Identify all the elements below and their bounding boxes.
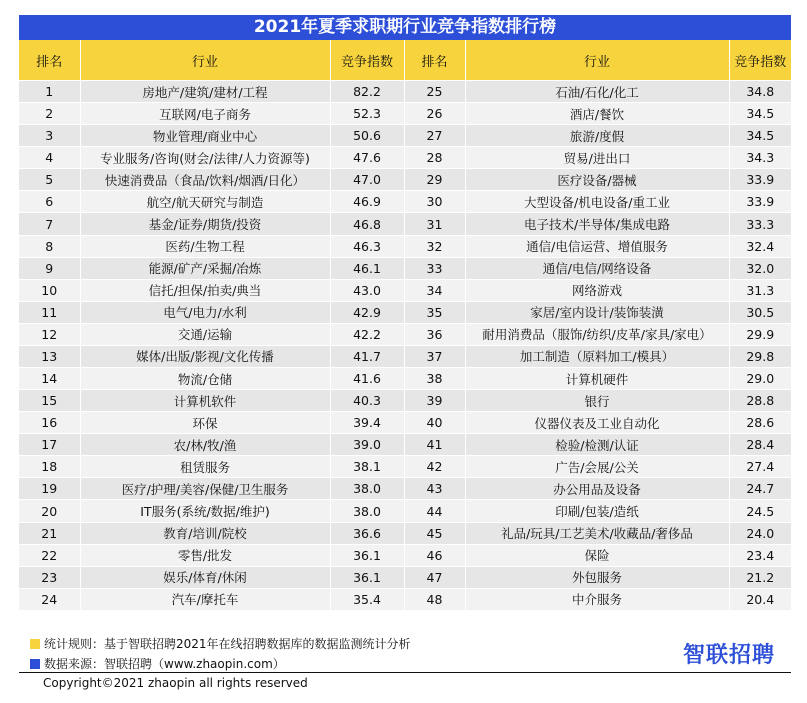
index-cell: 46.1	[330, 257, 404, 279]
rank-cell: 34	[404, 279, 465, 301]
industry-cell: 中介服务	[465, 588, 729, 610]
yellow-square-icon	[30, 639, 40, 649]
rank-cell: 31	[404, 213, 465, 235]
rank-cell: 38	[404, 368, 465, 390]
index-cell: 24.7	[729, 478, 791, 500]
rank-cell: 8	[19, 235, 80, 257]
rank-cell: 26	[404, 103, 465, 125]
rank-cell: 42	[404, 456, 465, 478]
table-row	[19, 478, 791, 500]
rank-cell: 39	[404, 390, 465, 412]
index-cell: 24.5	[729, 500, 791, 522]
blue-square-icon	[30, 659, 40, 669]
industry-cell: 医药/生物工程	[80, 235, 330, 257]
industry-cell: 媒体/出版/影视/文化传播	[80, 345, 330, 367]
industry-cell: 娱乐/体育/休闲	[80, 566, 330, 588]
index-cell: 34.5	[729, 103, 791, 125]
footer-divider	[19, 672, 791, 673]
index-cell: 33.9	[729, 169, 791, 191]
table-row	[19, 103, 791, 125]
index-cell: 28.8	[729, 390, 791, 412]
index-cell: 52.3	[330, 103, 404, 125]
index-cell: 50.6	[330, 125, 404, 147]
index-cell: 42.9	[330, 301, 404, 323]
rank-cell: 37	[404, 345, 465, 367]
industry-cell: 大型设备/机电设备/重工业	[465, 191, 729, 213]
copyright-text: Copyright©2021 zhaopin all rights reserved	[43, 676, 308, 690]
rank-cell: 25	[404, 81, 465, 103]
header-index: 竞争指数	[330, 40, 404, 81]
ranking-table	[19, 40, 791, 610]
rank-cell: 16	[19, 412, 80, 434]
table-row	[19, 544, 791, 566]
industry-cell: IT服务(系统/数据/维护)	[80, 500, 330, 522]
index-cell: 27.4	[729, 456, 791, 478]
industry-cell: 加工制造（原料加工/模具）	[465, 345, 729, 367]
rank-cell: 36	[404, 323, 465, 345]
index-cell: 30.5	[729, 301, 791, 323]
table-row	[19, 81, 791, 103]
rank-cell: 45	[404, 522, 465, 544]
index-cell: 38.1	[330, 456, 404, 478]
industry-cell: 物业管理/商业中心	[80, 125, 330, 147]
industry-cell: 物流/仓储	[80, 368, 330, 390]
index-cell: 28.6	[729, 412, 791, 434]
industry-cell: 租赁服务	[80, 456, 330, 478]
rank-cell: 20	[19, 500, 80, 522]
industry-cell: 耐用消费品（服饰/纺织/皮革/家具/家电）	[465, 323, 729, 345]
index-cell: 36.1	[330, 544, 404, 566]
industry-cell: 医疗/护理/美容/保健/卫生服务	[80, 478, 330, 500]
index-cell: 28.4	[729, 434, 791, 456]
header-industry: 行业	[80, 40, 330, 81]
table-row	[19, 301, 791, 323]
page-title: 2021年夏季求职期行业竞争指数排行榜	[19, 15, 791, 40]
industry-cell: 能源/矿产/采掘/冶炼	[80, 257, 330, 279]
index-cell: 36.1	[330, 566, 404, 588]
rank-cell: 30	[404, 191, 465, 213]
table-row	[19, 323, 791, 345]
table-row	[19, 279, 791, 301]
industry-cell: 零售/批发	[80, 544, 330, 566]
industry-cell: 印刷/包装/造纸	[465, 500, 729, 522]
industry-cell: 交通/运输	[80, 323, 330, 345]
rank-cell: 15	[19, 390, 80, 412]
index-cell: 41.6	[330, 368, 404, 390]
industry-cell: 办公用品及设备	[465, 478, 729, 500]
index-cell: 46.3	[330, 235, 404, 257]
industry-cell: 旅游/度假	[465, 125, 729, 147]
rank-cell: 21	[19, 522, 80, 544]
table-row	[19, 125, 791, 147]
rank-cell: 4	[19, 147, 80, 169]
header-rank: 排名	[19, 40, 80, 81]
rank-cell: 27	[404, 125, 465, 147]
table-row	[19, 191, 791, 213]
index-cell: 29.0	[729, 368, 791, 390]
industry-cell: 农/林/牧/渔	[80, 434, 330, 456]
industry-cell: 贸易/进出口	[465, 147, 729, 169]
rank-cell: 13	[19, 345, 80, 367]
industry-cell: 航空/航天研究与制造	[80, 191, 330, 213]
table-row	[19, 588, 791, 610]
zhaopin-logo: 智联招聘	[683, 643, 776, 668]
rank-cell: 19	[19, 478, 80, 500]
table-row	[19, 500, 791, 522]
industry-cell: 网络游戏	[465, 279, 729, 301]
table-row	[19, 434, 791, 456]
rank-cell: 32	[404, 235, 465, 257]
table-row	[19, 147, 791, 169]
table-row	[19, 169, 791, 191]
index-cell: 36.6	[330, 522, 404, 544]
industry-cell: 礼品/玩具/工艺美术/收藏品/奢侈品	[465, 522, 729, 544]
rank-cell: 33	[404, 257, 465, 279]
index-cell: 42.2	[330, 323, 404, 345]
rank-cell: 12	[19, 323, 80, 345]
industry-cell: 检验/检测/认证	[465, 434, 729, 456]
header-index: 竞争指数	[729, 40, 791, 81]
index-cell: 32.0	[729, 257, 791, 279]
industry-cell: 房地产/建筑/建材/工程	[80, 81, 330, 103]
table-row	[19, 257, 791, 279]
industry-cell: 医疗设备/器械	[465, 169, 729, 191]
index-cell: 40.3	[330, 390, 404, 412]
index-cell: 34.5	[729, 125, 791, 147]
index-cell: 46.9	[330, 191, 404, 213]
rank-cell: 22	[19, 544, 80, 566]
rank-cell: 43	[404, 478, 465, 500]
rank-cell: 48	[404, 588, 465, 610]
industry-cell: 汽车/摩托车	[80, 588, 330, 610]
rank-cell: 1	[19, 81, 80, 103]
header-industry: 行业	[465, 40, 729, 81]
rank-cell: 24	[19, 588, 80, 610]
index-cell: 20.4	[729, 588, 791, 610]
industry-cell: 信托/担保/拍卖/典当	[80, 279, 330, 301]
rank-cell: 10	[19, 279, 80, 301]
index-cell: 29.9	[729, 323, 791, 345]
index-cell: 29.8	[729, 345, 791, 367]
data-source-text: 数据来源：智联招聘（www.zhaopin.com）	[44, 657, 285, 671]
table-row	[19, 566, 791, 588]
rank-cell: 6	[19, 191, 80, 213]
industry-cell: 通信/电信运营、增值服务	[465, 235, 729, 257]
index-cell: 21.2	[729, 566, 791, 588]
rank-cell: 47	[404, 566, 465, 588]
stat-rule-note	[30, 636, 411, 652]
index-cell: 39.0	[330, 434, 404, 456]
rank-cell: 29	[404, 169, 465, 191]
industry-cell: 电气/电力/水利	[80, 301, 330, 323]
rank-cell: 14	[19, 368, 80, 390]
rank-cell: 3	[19, 125, 80, 147]
index-cell: 33.3	[729, 213, 791, 235]
index-cell: 35.4	[330, 588, 404, 610]
industry-cell: 保险	[465, 544, 729, 566]
table-row	[19, 213, 791, 235]
rank-cell: 41	[404, 434, 465, 456]
index-cell: 43.0	[330, 279, 404, 301]
rank-cell: 2	[19, 103, 80, 125]
index-cell: 34.8	[729, 81, 791, 103]
index-cell: 47.6	[330, 147, 404, 169]
industry-cell: 专业服务/咨询(财会/法律/人力资源等)	[80, 147, 330, 169]
industry-cell: 外包服务	[465, 566, 729, 588]
index-cell: 38.0	[330, 478, 404, 500]
rank-cell: 35	[404, 301, 465, 323]
industry-cell: 酒店/餐饮	[465, 103, 729, 125]
industry-cell: 电子技术/半导体/集成电路	[465, 213, 729, 235]
rank-cell: 28	[404, 147, 465, 169]
rank-cell: 7	[19, 213, 80, 235]
table-row	[19, 235, 791, 257]
index-cell: 82.2	[330, 81, 404, 103]
industry-cell: 快速消费品（食品/饮料/烟酒/日化）	[80, 169, 330, 191]
index-cell: 38.0	[330, 500, 404, 522]
industry-cell: 通信/电信/网络设备	[465, 257, 729, 279]
rank-cell: 40	[404, 412, 465, 434]
table-row	[19, 412, 791, 434]
industry-cell: 互联网/电子商务	[80, 103, 330, 125]
table-row	[19, 522, 791, 544]
index-cell: 41.7	[330, 345, 404, 367]
table-row	[19, 456, 791, 478]
table-header-row	[19, 40, 791, 81]
industry-cell: 教育/培训/院校	[80, 522, 330, 544]
industry-cell: 计算机软件	[80, 390, 330, 412]
rank-cell: 5	[19, 169, 80, 191]
index-cell: 32.4	[729, 235, 791, 257]
index-cell: 33.9	[729, 191, 791, 213]
index-cell: 34.3	[729, 147, 791, 169]
index-cell: 46.8	[330, 213, 404, 235]
industry-cell: 环保	[80, 412, 330, 434]
index-cell: 23.4	[729, 544, 791, 566]
index-cell: 39.4	[330, 412, 404, 434]
rank-cell: 23	[19, 566, 80, 588]
table-row	[19, 368, 791, 390]
industry-cell: 仪器仪表及工业自动化	[465, 412, 729, 434]
rank-cell: 46	[404, 544, 465, 566]
industry-cell: 银行	[465, 390, 729, 412]
table-row	[19, 345, 791, 367]
index-cell: 47.0	[330, 169, 404, 191]
stat-rule-text: 统计规则：基于智联招聘2021年在线招聘数据库的数据监测统计分析	[44, 637, 411, 651]
index-cell: 24.0	[729, 522, 791, 544]
header-rank: 排名	[404, 40, 465, 81]
data-source-note	[30, 656, 285, 672]
rank-cell: 9	[19, 257, 80, 279]
industry-cell: 广告/会展/公关	[465, 456, 729, 478]
table-row	[19, 390, 791, 412]
industry-cell: 基金/证券/期货/投资	[80, 213, 330, 235]
index-cell: 31.3	[729, 279, 791, 301]
rank-cell: 18	[19, 456, 80, 478]
rank-cell: 17	[19, 434, 80, 456]
rank-cell: 44	[404, 500, 465, 522]
industry-cell: 计算机硬件	[465, 368, 729, 390]
rank-cell: 11	[19, 301, 80, 323]
industry-cell: 石油/石化/化工	[465, 81, 729, 103]
industry-cell: 家居/室内设计/装饰装潢	[465, 301, 729, 323]
